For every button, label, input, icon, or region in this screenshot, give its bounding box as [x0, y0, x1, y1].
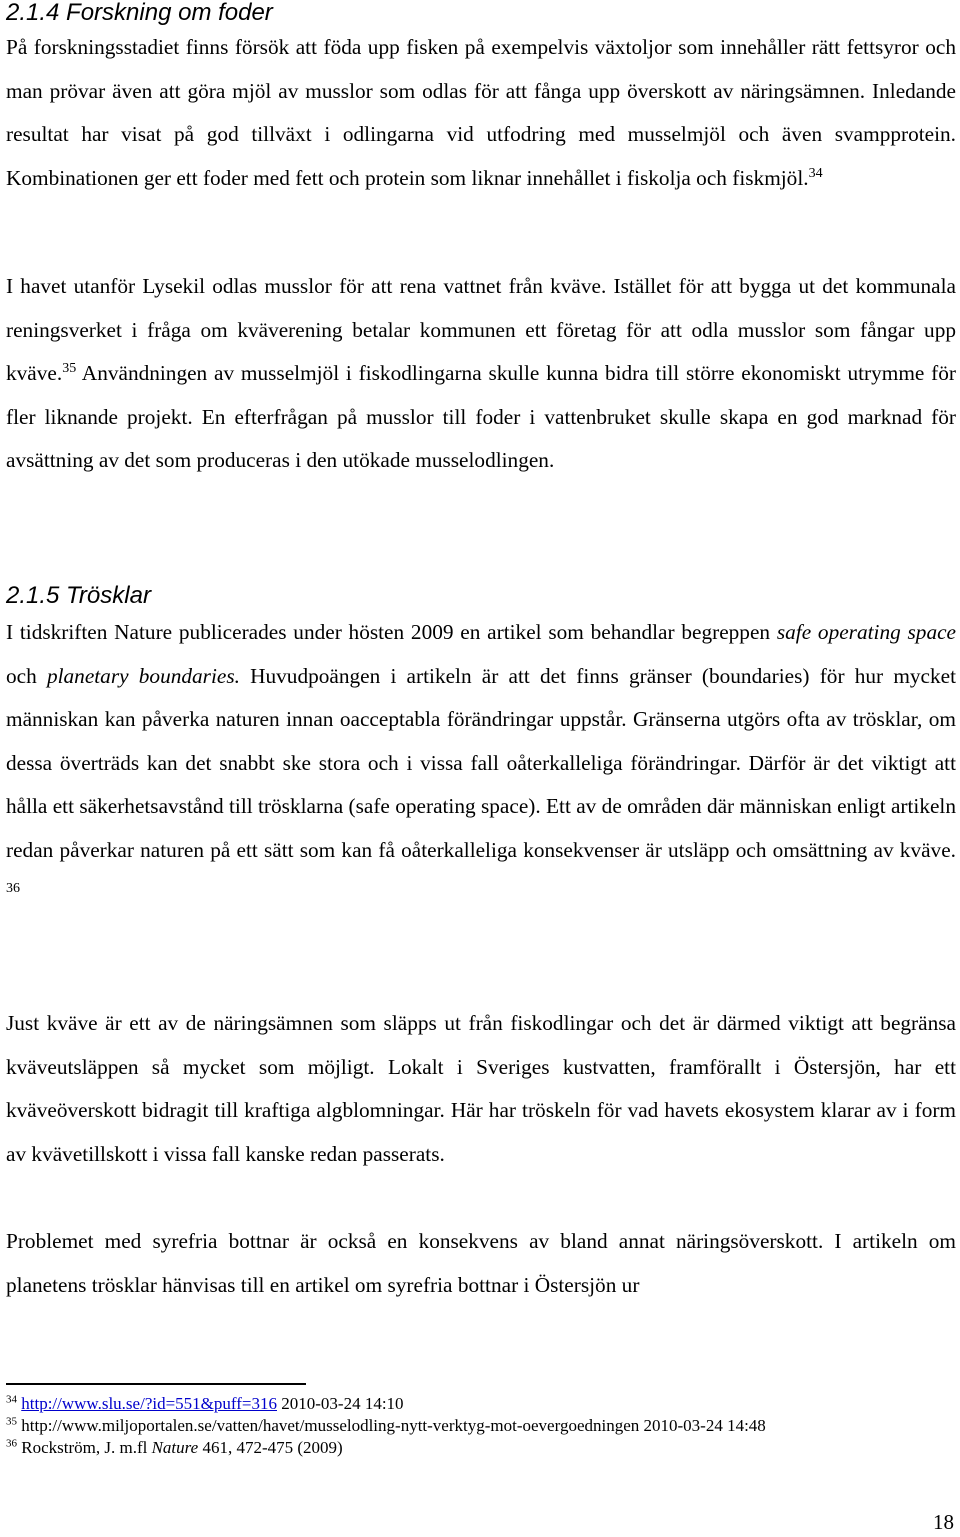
- paragraph-lysekil: [6, 265, 956, 483]
- footnote-link[interactable]: http://www.slu.se/?id=551&puff=316: [21, 1394, 277, 1413]
- footnote-36: $^{36}$ Rockström, J. m.fl Nature 461, 472-475 (2009): [6, 1437, 343, 1457]
- footnote-ref-36[interactable]: 36: [6, 880, 20, 896]
- paragraph-anoxic-bottoms: [6, 1220, 956, 1307]
- footnote-ref-35[interactable]: 35: [62, 360, 77, 376]
- section-heading-trosklar: 2.1.5 Trösklar: [6, 582, 151, 609]
- footnote-ref-34[interactable]: 34: [808, 165, 823, 181]
- paragraph-text: I havet utanför Lysekil odlas musslor för att rena vattnet från kväve. Istället för att bygga ut det kommunala reningsverket i fråga om kväverening betalar kommunen ett företag för att odla musslor som fångar upp kväve.: [6, 274, 956, 385]
- footnote-separator: [6, 1383, 306, 1385]
- paragraph-text: och: [6, 663, 47, 688]
- paragraph-nitrogen: [6, 1002, 956, 1176]
- paragraph-text: I tidskriften Nature publicerades under hösten 2009 en artikel som behandlar begreppen: [6, 620, 777, 644]
- paragraph-text: Just kväve är ett av de näringsämnen som släpps ut från fiskodlingar och det är därmed viktigt att begränsa kväveutsläppen så mycket som möjligt. Lokalt i Sveriges kustvatten, framförallt i Östersjön, har ett kväveöverskott bidragit till kraftiga algblomningar. Här har tröskeln för vad havets ekosystem klarar av i form av kvävetillskott i vissa fall kanske redan passerats.: [6, 1011, 956, 1166]
- italic-term: planetary boundaries.: [46, 663, 240, 688]
- section-heading-forskning-om-foder: 2.1.4 Forskning om foder: [6, 0, 273, 26]
- paragraph-nature-article: [6, 611, 956, 916]
- paragraph-text: På forskningsstadiet finns försök att föda upp fisken på exempelvis växtoljor som innehåller rätt fettsyror och man prövar även att göra mjöl av musslor som odlas för att fånga upp överskott av näringsämnen. Inledande resultat har visat på god tillväxt i odlingarna vid utfodring med musselmjöl och även svampprotein. Kombinationen ger ett foder med fett och protein som liknar innehållet i fiskolja och fiskmjöl.: [6, 35, 956, 190]
- footnote-34: $^{34}$ http://www.slu.se/?id=551&puff=316 2010-03-24 14:10: [6, 1393, 404, 1413]
- italic-term: safe operating space: [776, 620, 957, 644]
- footnote-35: $^{35}$ http://www.miljoportalen.se/vatten/havet/musselodling-nytt-verktyg-mot-oevergoedningen 2010-03-24 14:48: [6, 1415, 766, 1435]
- page-number: 18: [933, 1510, 954, 1534]
- paragraph-text: Problemet med syrefria bottnar är också en konsekvens av bland annat näringsöverskott. I artikeln om planetens trösklar hänvisas till en artikel om syrefria bottnar i Östersjön ur: [6, 1229, 956, 1297]
- paragraph-research-feed: [6, 26, 956, 200]
- paragraph-text: Huvudpoängen i artikeln är att det finns gränser (boundaries) för hur mycket människan kan påverka naturen innan oacceptabla förändringar uppstår. Gränserna utgörs ofta av trösklar, om dessa överträds kan det snabbt ske stora och i vissa fall oåterkalleliga förändringar. Därför är det viktigt att hålla ett säkerhetsavstånd till trösklarna (safe operating space). Ett av de områden där människan enligt artikeln redan påverkar naturen på ett sätt som kan få oåterkalleliga konsekvenser är utsläpp och omsättning av kväve.: [6, 663, 957, 862]
- footnotes: [6, 1393, 956, 1459]
- paragraph-text: Användningen av musselmjöl i fiskodlingarna skulle kunna bidra till större ekonomiskt utrymme för fler liknande projekt. En efterfrågan på musslor till foder i vattenbruket skulle skapa en god marknad för avsättning av det som produceras i den utökade musselodlingen.: [6, 361, 956, 472]
